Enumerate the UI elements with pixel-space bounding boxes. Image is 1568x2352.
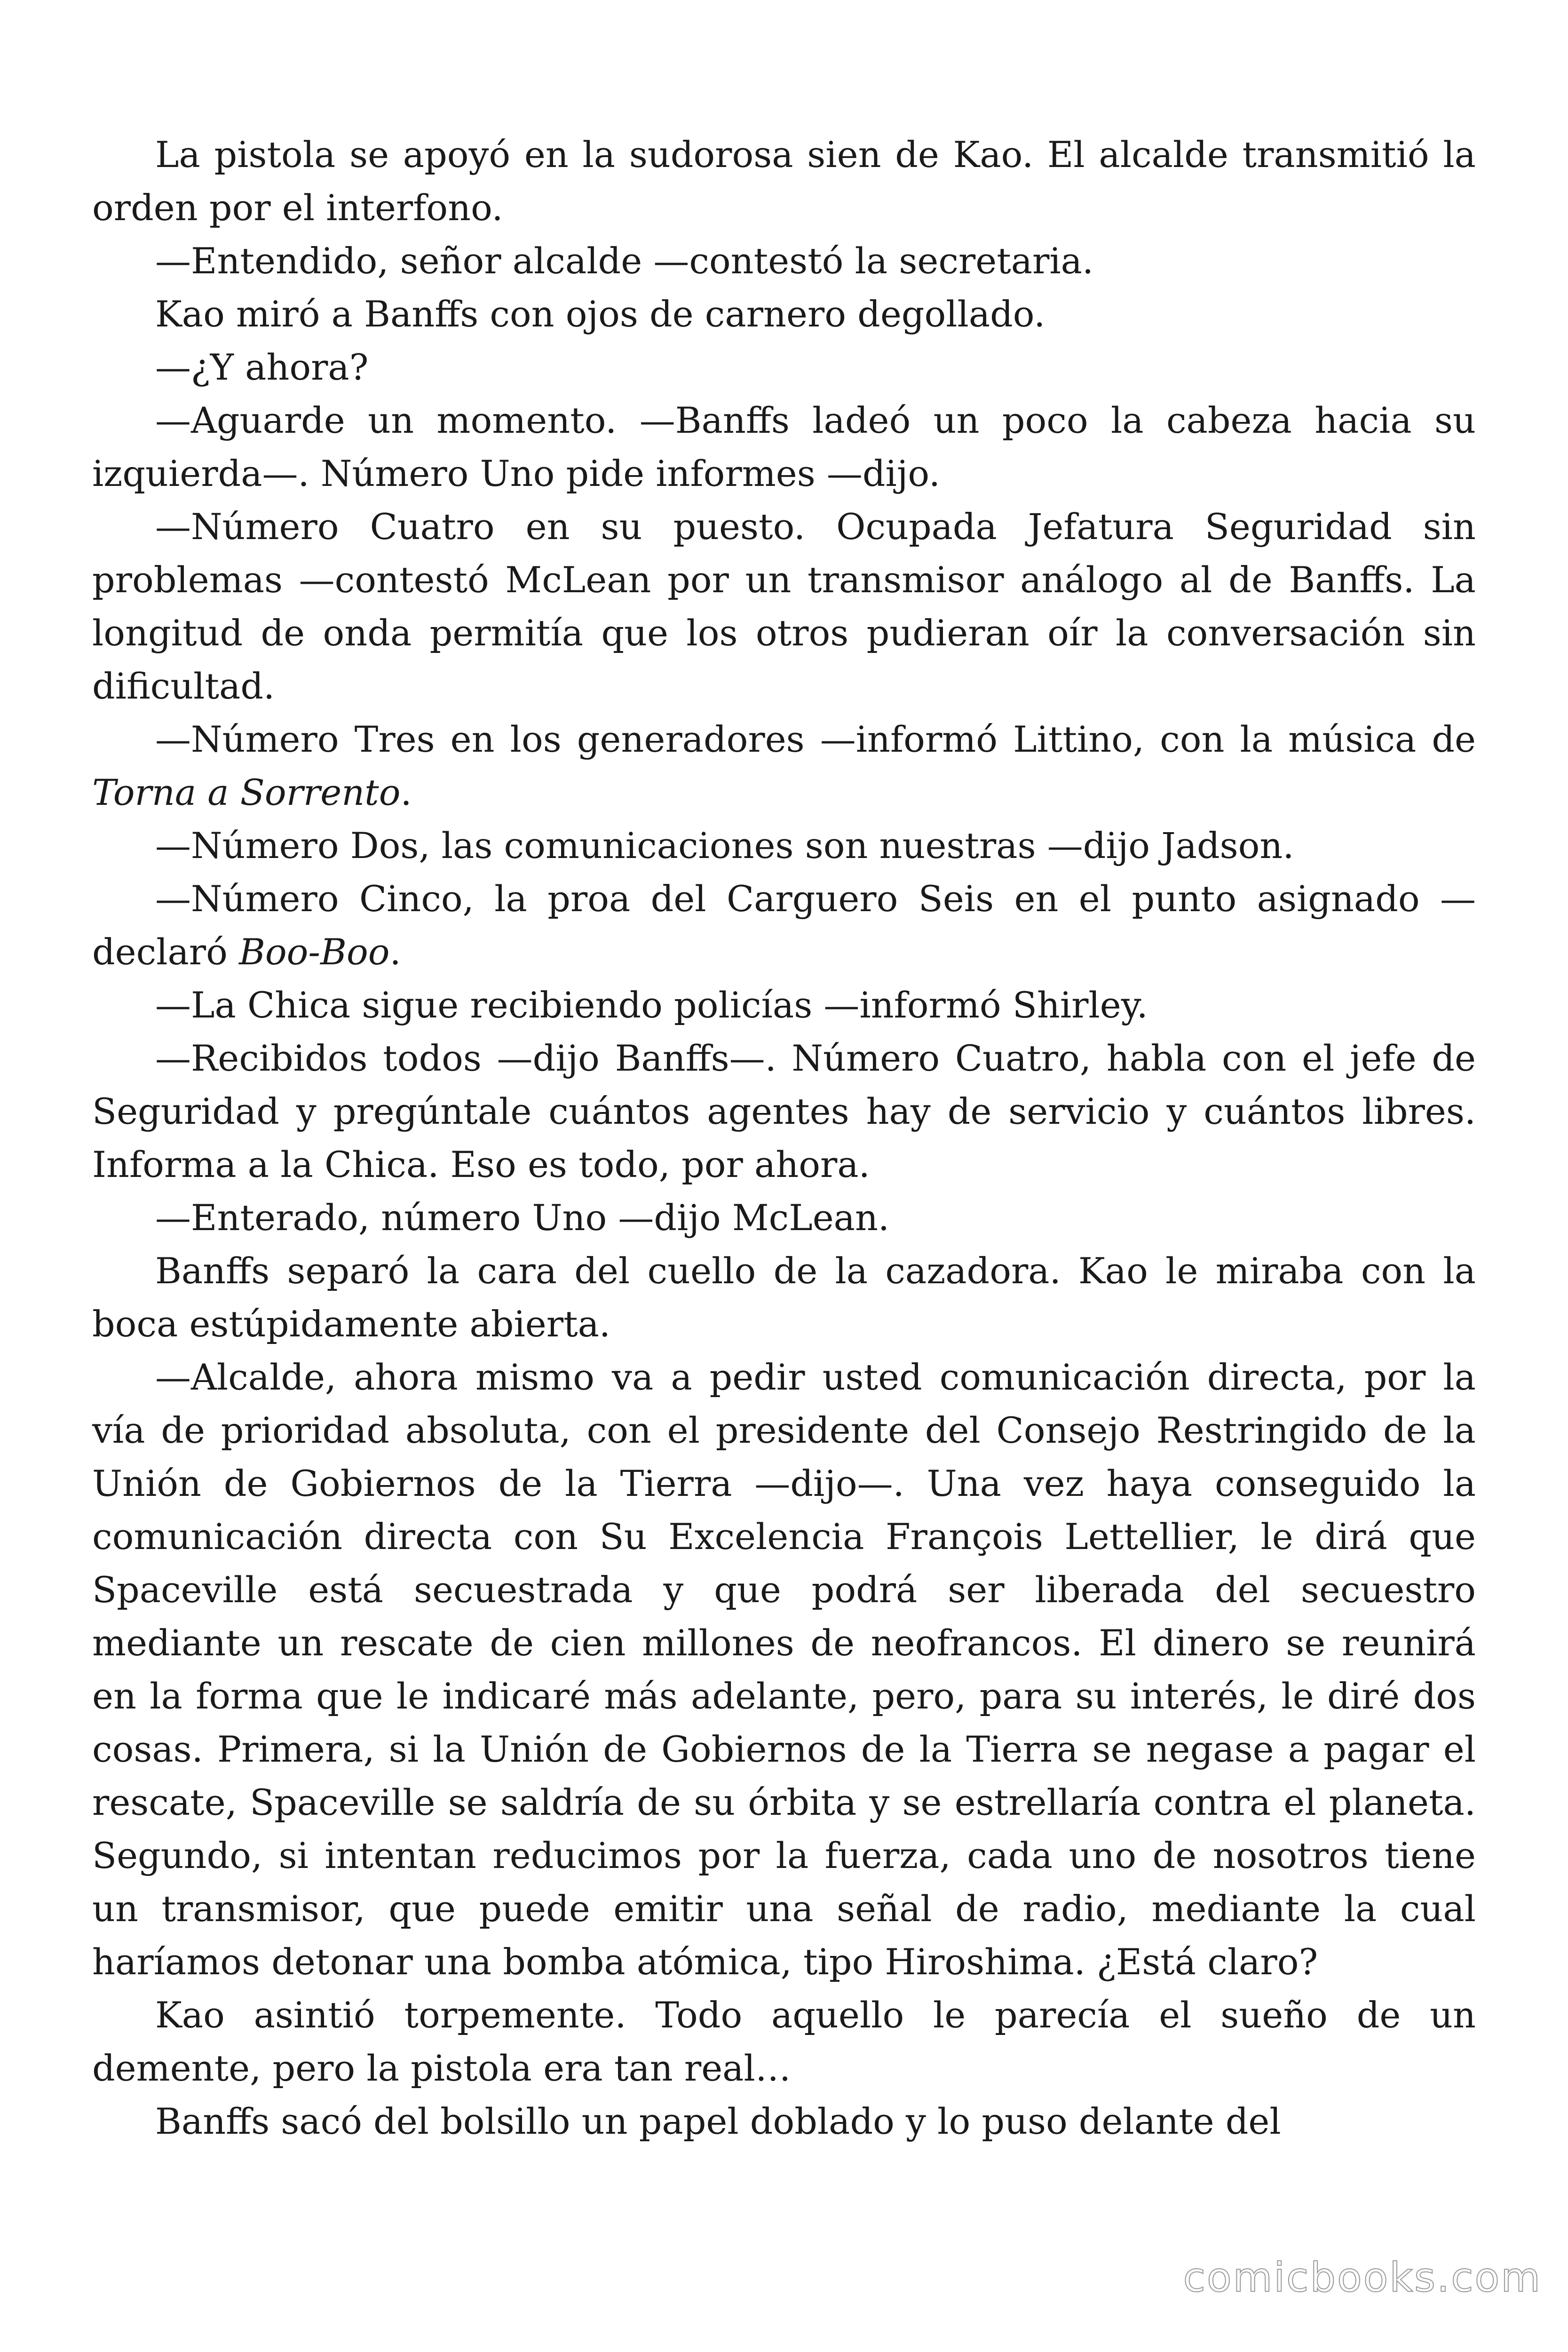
paragraph-text: .: [389, 931, 401, 973]
italic-title: Torna a Sorrento: [92, 771, 401, 813]
paragraph-text: —Número Tres en los generadores —informó Littino, con la música de: [155, 718, 1476, 760]
page-text: [92, 128, 1476, 2148]
paragraph-text: .: [400, 771, 412, 813]
paragraph: —Alcalde, ahora mismo va a pedir usted comunicación directa, por la vía de prioridad absoluta, con el presidente del Consejo Restringido de la Unión de Gobiernos de la Tierra —dijo—. Una vez haya conseguido la comunicación directa con Su Excelencia François Lettellier, le dirá que Spaceville está secuestrada y que podrá ser liberada del secuestro mediante un rescate de cien millones de neofrancos. El dinero se reunirá en la forma que le indicaré más adelante, pero, para su interés, le diré dos cosas. Primera, si la Unión de Gobiernos de la Tierra se negase a pagar el rescate, Spaceville se saldría de su órbita y se estrellaría contra el planeta. Segundo, si intentan reducimos por la fuerza, cada uno de nosotros tiene un transmisor, que puede emitir una señal de radio, mediante la cual haríamos detonar una bomba atómica, tipo Hiroshima. ¿Está claro?: [92, 1356, 1476, 1983]
paragraph: —Enterado, número Uno —dijo McLean.: [155, 1197, 890, 1239]
paragraph: —Número Cuatro en su puesto. Ocupada Jefatura Seguridad sin problemas —contestó McLean por un transmisor análogo al de Banffs. La longitud de onda permitía que los otros pudieran oír la conversación sin dificultad.: [92, 506, 1476, 707]
italic-name: Boo-Boo: [239, 931, 390, 973]
paragraph: [92, 713, 1476, 819]
watermark: comicbooks.com: [1183, 2254, 1542, 2301]
paragraph: —Entendido, señor alcalde —contestó la secretaria.: [155, 240, 1094, 282]
paragraph: —Número Dos, las comunicaciones son nuestras —dijo Jadson.: [155, 825, 1294, 866]
paragraph: —¿Y ahora?: [155, 346, 369, 388]
paragraph: Kao miró a Banffs con ojos de carnero degollado.: [155, 293, 1045, 335]
paragraph: —La Chica sigue recibiendo policías —informó Shirley.: [155, 984, 1148, 1026]
paragraph: La pistola se apoyó en la sudorosa sien de Kao. El alcalde transmitió la orden por el interfono.: [92, 134, 1476, 229]
paragraph: Kao asintió torpemente. Todo aquello le parecía el sueño de un demente, pero la pistola era tan real…: [92, 1994, 1476, 2089]
paragraph: Banffs separó la cara del cuello de la cazadora. Kao le miraba con la boca estúpidamente abierta.: [92, 1250, 1476, 1345]
paragraph: —Aguarde un momento. —Banffs ladeó un poco la cabeza hacia su izquierda—. Número Uno pide informes —dijo.: [92, 399, 1476, 494]
paragraph: —Recibidos todos —dijo Banffs—. Número Cuatro, habla con el jefe de Seguridad y pregúntale cuántos agentes hay de servicio y cuántos libres. Informa a la Chica. Eso es todo, por ahora.: [92, 1037, 1476, 1185]
paragraph: Banffs sacó del bolsillo un papel doblado y lo puso delante del: [155, 2100, 1281, 2142]
paragraph-text: —Número Cinco, la proa del Carguero Seis en el punto asignado —declaró: [92, 878, 1476, 973]
paragraph: [92, 872, 1476, 978]
